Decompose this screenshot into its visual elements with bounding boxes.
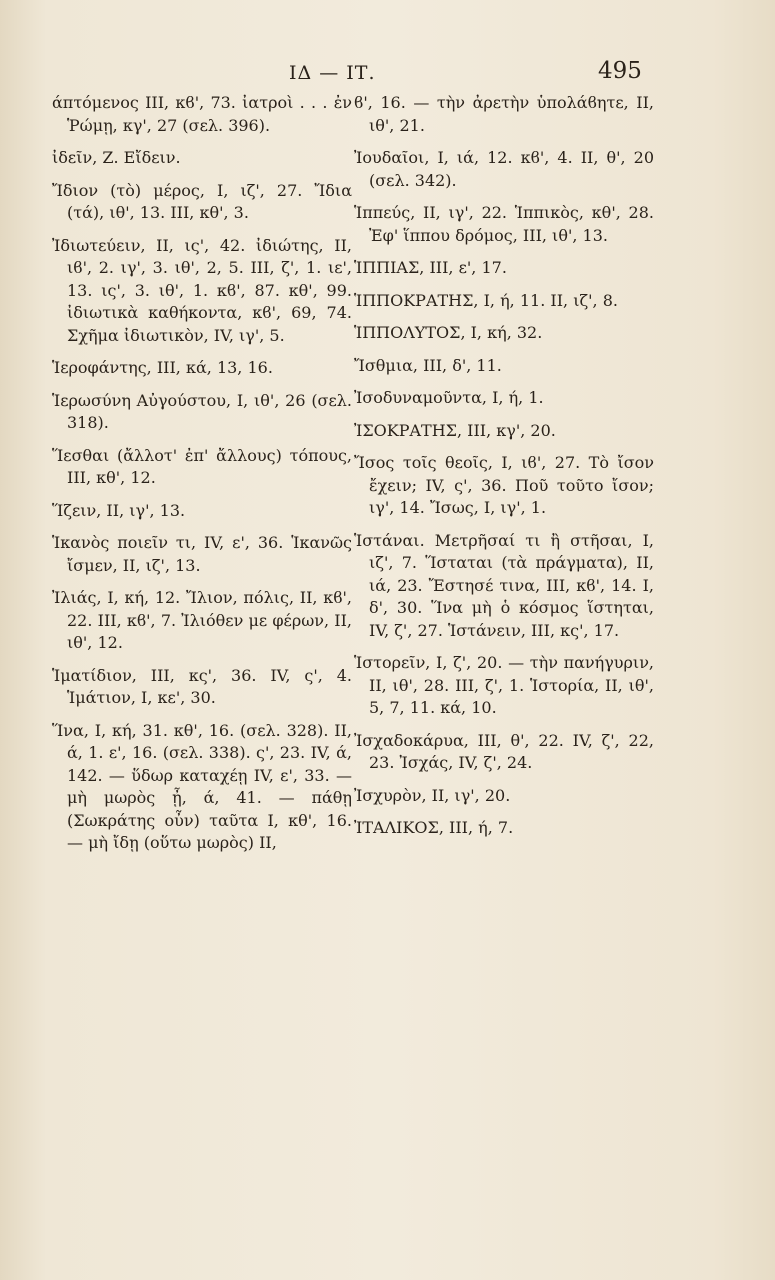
page-header (0, 58, 775, 92)
index-entry: Ἵνα, I, κή, 31. κθ', 16. (σελ. 328). II, ά, 1. ε', 16. (σελ. 338). ς', 23. IV, ά, 142. — ὕδωρ καταχέῃ IV, ε', 33. — μὴ μωρὸς ᾖ, ά, 41. — πάθῃ (Σωκράτης οὖν) ταῦτα I, κθ', 16. — μὴ ἴδῃ (οὕτω μωρὸς) II, (52, 720, 352, 852)
index-entry: Ἱματίδιον, III, κς', 36. IV, ς', 4. Ἱμάτιον, I, κε', 30. (52, 665, 352, 707)
index-entry: Ἰουδαῖοι, I, ιά, 12. κϐ', 4. II, θ', 20 (σελ. 342). (354, 148, 654, 190)
index-entry: ἹΠΠΟΚΡΑΤΗΣ, I, ή, 11. II, ιζ', 8. (354, 290, 618, 310)
index-entry: ϐ', 16. — τὴν ἀρετὴν ὑπολάϐητε, II, ιθ', 21. (354, 93, 654, 135)
index-entry: Ἴσθμια, III, δ', 11. (354, 355, 502, 375)
index-entry: άπτόμενος III, κϐ', 73. ἰατροὶ . . . ἐν Ῥώμῃ, κγ', 27 (σελ. 396). (52, 93, 352, 135)
index-entry: Ἱερωσύνη Αὐγούστου, I, ιθ', 26 (σελ. 318). (52, 390, 352, 432)
index-entry: Ἰσχυρὸν, II, ιγ', 20. (354, 785, 511, 805)
index-entry: Ἱεροφάντης, III, κά, 13, 16. (52, 358, 273, 377)
index-entry: Ἴδιον (τὸ) μέρος, I, ιζ', 27. Ἴδια (τά), ιθ', 13. III, κθ', 3. (52, 180, 352, 222)
index-entry: ἹΠΠΙΑΣ, III, ε', 17. (354, 258, 507, 277)
running-head: ΙΔ — ΙΤ. (289, 62, 376, 84)
index-entry: Ἴσος τοῖς θεοῖς, I, ιϐ', 27. Τὸ ἴσον ἔχειν; IV, ς', 36. Ποῦ τοῦτο ἴσον; ιγ', 14. Ἴσως, I, ιγ', 1. (354, 453, 654, 517)
index-entry: ἸΤΑΛΙΚΟΣ, III, ή, 7. (354, 818, 514, 837)
index-entry: Ἰσοδυναμοῦντα, I, ή, 1. (354, 388, 544, 407)
left-column (52, 92, 352, 865)
index-entry: ἰδεῖν, Ζ. Εἴδειν. (52, 148, 181, 167)
index-entry: Ἵζειν, II, ιγ', 13. (52, 500, 186, 520)
index-entry: ἸΣΟΚΡΑΤΗΣ, III, κγ', 20. (354, 420, 556, 440)
index-entry: Ἱστάναι. Μετρῆσαί τι ἢ στῆσαι, I, ιζ', 7. Ἵσταται (τὰ πράγματα), II, ιά, 23. Ἔστησέ τινα, III, κϐ', 14. I, δ', 30. Ἵνα μὴ ὁ κόσμος ἵστηται, IV, ζ', 27. Ἱστάνειν, III, κς', 17. (354, 530, 654, 640)
index-entry: Ἰλιάς, I, κή, 12. Ἴλιον, πόλις, II, κϐ', 22. III, κϐ', 7. Ἰλιόθεν με φέρων, II, ιθ', 12. (52, 588, 352, 652)
index-entry: Ἰδιωτεύειν, II, ις', 42. ἰδιώτης, II, ιϐ', 2. ιγ', 3. ιθ', 2, 5. III, ζ', 1. ιε', 13. ις', 3. ιθ', 1. κϐ', 87. κθ', 99. ἰδιωτικὰ καθήκοντα, κϐ', 69, 74. Σχῆμα ἰδιωτικὸν, IV, ιγ', 5. (52, 235, 352, 345)
index-entry: ἹΠΠΟΛΥΤΟΣ, I, κή, 32. (354, 323, 543, 342)
index-entry: Ἱστορεῖν, I, ζ', 20. — τὴν πανήγυριν, II, ιθ', 28. III, ζ', 1. Ἱστορία, II, ιθ', 5, 7, 11. κά, 10. (354, 653, 654, 717)
right-column (354, 92, 654, 850)
index-entry: Ἵεσθαι (ἄλλοτ' ἐπ' ἄλλους) τόπους, III, κθ', 12. (52, 445, 352, 487)
index-entry: Ἱκανὸς ποιεῖν τι, IV, ε', 36. Ἱκανῶς ἴσμεν, II, ιζ', 13. (52, 533, 352, 575)
page-number: 495 (598, 58, 642, 84)
index-entry: Ἱππεύς, II, ιγ', 22. Ἱππικὸς, κθ', 28. Ἐφ' ἵππου δρόμος, III, ιθ', 13. (354, 203, 654, 245)
index-entry: Ἰσχαδοκάρυα, III, θ', 22. IV, ζ', 22, 23. Ἰσχάς, IV, ζ', 24. (354, 730, 654, 772)
